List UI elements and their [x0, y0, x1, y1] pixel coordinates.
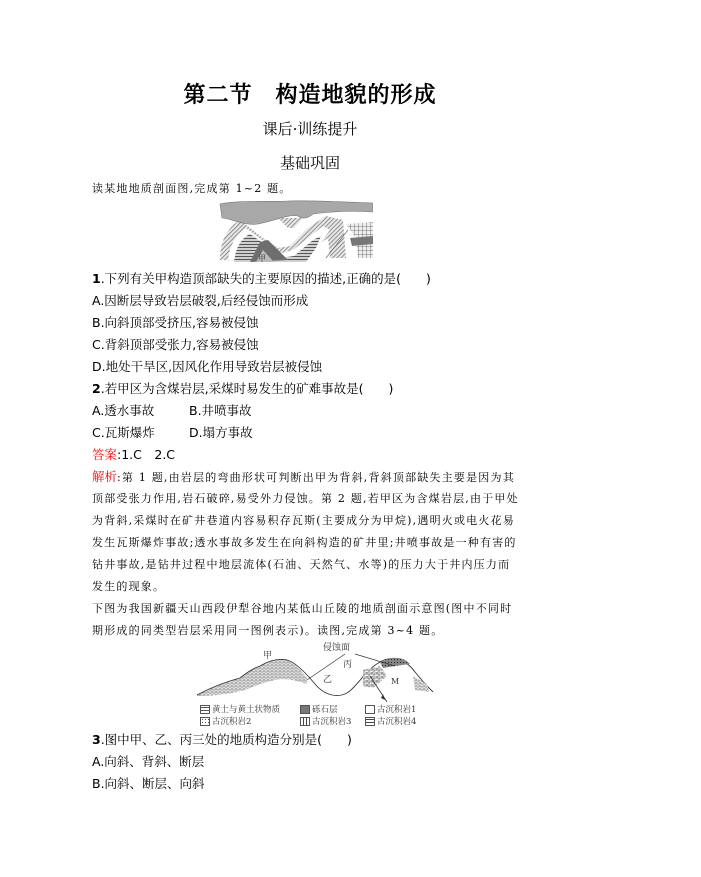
answer-line: [92, 446, 175, 464]
sediment3-swatch-icon: [300, 717, 310, 726]
q2-options-row-1: [92, 402, 392, 420]
question-1-number: 1: [92, 271, 101, 286]
page-subtitle: 课后·训练提升: [262, 120, 358, 138]
question-1-stem: .下列有关甲构造顶部缺失的主要原因的描述,正确的是( ): [100, 271, 431, 286]
intro-text-2-line-1: 下图为我国新疆天山西段伊犁谷地内某低山丘陵的地质剖面示意图(图中不同时: [92, 602, 513, 615]
q1-option-a: A.因断层导致岩层破裂,后经侵蚀而形成: [92, 293, 309, 308]
q2-option-b: B.井喷事故: [189, 403, 252, 418]
analysis-line-2: 顶部受张力作用,岩石破碎,易受外力侵蚀。第 2 题,若甲区为含煤岩层,由于甲处: [92, 492, 519, 505]
sediment2-swatch-icon: [200, 717, 210, 726]
legend-loess: 黄土与黄土状物质: [200, 703, 280, 715]
question-3: [92, 731, 352, 749]
analysis-line-5: 钻井事故,是钻井过程中地层流体(石油、天然气、水等)的压力大于井内压力而: [92, 558, 511, 571]
legend-gravel: 砾石层: [300, 703, 338, 715]
q1-option-b: B.向斜顶部受挤压,容易被侵蚀: [92, 315, 259, 330]
analysis-line-4: 发生瓦斯爆炸事故;透水事故多发生在向斜构造的矿井里;井喷事故是一种有害的: [92, 536, 517, 549]
q2-option-d: D.塌方事故: [189, 425, 253, 440]
answer-text: :1.C 2.C: [117, 447, 176, 462]
question-3-stem: .图中甲、乙、丙三处的地质构造分别是( ): [100, 732, 352, 747]
analysis-line-1: [92, 468, 515, 487]
geologic-section-figure-1: [218, 198, 373, 262]
intro-text-1: 读某地地质剖面图,完成第 1~2 题。: [92, 182, 292, 195]
legend-sediment-2: 古沉积岩2: [200, 715, 251, 727]
q2-option-c: C.瓦斯爆炸: [92, 425, 155, 440]
legend-sediment-3: 古沉积岩3: [300, 715, 351, 727]
figure1-label-jia: 甲: [258, 254, 266, 262]
q1-option-c: C.背斜顶部受张力,容易被侵蚀: [92, 337, 259, 352]
label-yi: 乙: [323, 675, 333, 685]
question-3-number: 3: [92, 732, 101, 747]
sediment4-swatch-icon: [365, 717, 375, 726]
label-m: M: [391, 677, 400, 686]
analysis-text-1: :第 1 题,由岩层的弯曲形状可判断出甲为背斜,背斜顶部缺失主要是因为其: [117, 471, 515, 484]
geologic-section-figure-2: [195, 640, 435, 728]
question-2-number: 2: [92, 381, 101, 396]
gravel-swatch-icon: [300, 705, 310, 714]
q2-option-a: A.透水事故: [92, 403, 155, 418]
analysis-label: 解析: [92, 469, 118, 484]
section-heading: 基础巩固: [279, 154, 340, 172]
intro-text-2-line-2: 期形成的同类型岩层采用同一图例表示)。读图,完成第 3~4 题。: [92, 624, 444, 637]
profile-drawing: [195, 640, 435, 702]
q2-options-row-2: [92, 424, 392, 442]
q1-option-d: D.地处干旱区,因风化作用导致岩层被侵蚀: [92, 359, 323, 374]
legend-sediment-4: 古沉积岩4: [365, 715, 416, 727]
legend-sediment-1: 古沉积岩1: [365, 703, 416, 715]
label-jia: 甲: [263, 651, 273, 661]
question-2: [92, 380, 393, 398]
page-title: 第二节 构造地貌的形成: [183, 82, 437, 108]
question-2-stem: .若甲区为含煤岩层,采煤时易发生的矿难事故是( ): [100, 381, 394, 396]
sediment1-swatch-icon: [365, 705, 375, 714]
q3-option-b: B.向斜、断层、向斜: [92, 776, 205, 791]
answer-label: 答案: [92, 447, 118, 462]
loess-swatch-icon: [200, 705, 210, 714]
analysis-line-6: 发生的现象。: [92, 580, 166, 593]
q3-option-a: A.向斜、背斜、断层: [92, 754, 205, 769]
label-erosion-surface: 侵蚀面: [323, 643, 351, 653]
analysis-line-3: 为背斜,采煤时在矿井巷道内容易积存瓦斯(主要成分为甲烷),遇明火或电火花易: [92, 514, 515, 527]
label-bing: 丙: [343, 660, 353, 670]
question-1: [92, 270, 431, 288]
